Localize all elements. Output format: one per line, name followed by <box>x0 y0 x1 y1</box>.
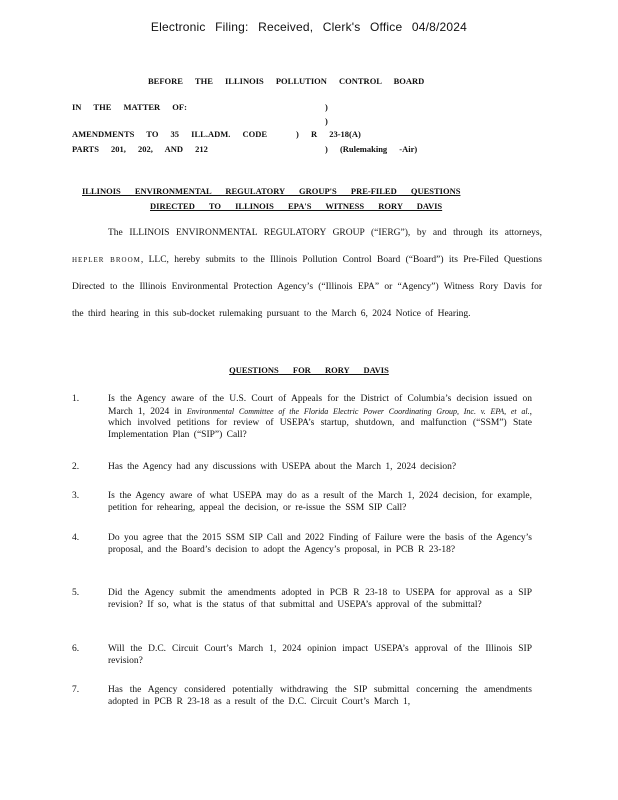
intro-paragraph <box>72 220 542 328</box>
case-citation: Environmental Committee of the Florida Electric Power Coordinating Group, Inc. v. EPA, et al. <box>186 406 530 416</box>
question-item <box>72 462 532 474</box>
question-number: 6. <box>72 644 80 654</box>
question-text: Do you agree that the 2015 SSM SIP Call and 2022 Finding of Failure were the basis of the Agency’s proposal, and the Board’s decision to adopt the Agency’s proposal, in PCB R 23-18? <box>108 533 532 555</box>
caption-paren: ) <box>325 116 328 126</box>
question-number: 7. <box>72 685 80 695</box>
firm-name: HEPLER BROOM <box>72 256 141 264</box>
rulemaking-type: ) (Rulemaking -Air) <box>325 144 418 154</box>
question-number: 5. <box>72 588 80 598</box>
question-number: 3. <box>72 491 80 501</box>
question-text: Did the Agency submit the amendments adopted in PCB R 23-18 to USEPA for approval as a SIP revision? If so, what is the status of that submittal and USEPA’s approval of the submittal? <box>108 588 532 610</box>
question-item <box>72 644 532 667</box>
filing-banner: Electronic Filing: Received, Clerk's Office 04/8/2024 <box>150 20 468 34</box>
caption-paren: ) <box>325 102 328 112</box>
question-number: 1. <box>72 394 80 404</box>
question-text: Has the Agency had any discussions with USEPA about the March 1, 2024 decision? <box>108 462 457 472</box>
question-number: 4. <box>72 533 80 543</box>
document-title-line1: ILLINOIS ENVIRONMENTAL REGULATORY GROUP'S PRE-FILED QUESTIONS <box>82 186 461 196</box>
parts-line: PARTS 201, 202, AND 212 <box>72 144 208 154</box>
document-title-line2: DIRECTED TO ILLINOIS EPA'S WITNESS RORY DAVIS <box>150 201 443 211</box>
intro-text-1: The ILLINOIS ENVIRONMENTAL REGULATORY GROUP (“IERG”), by and through its attorneys, <box>108 228 542 238</box>
question-item <box>72 685 532 708</box>
question-item <box>72 491 532 514</box>
question-text: Will the D.C. Circuit Court’s March 1, 2024 opinion impact USEPA’s approval of the Illinois SIP revision? <box>108 644 532 666</box>
question-text: Is the Agency aware of what USEPA may do as a result of the March 1, 2024 decision, for example, petition for rehearing, appeal the decision, or re-issue the SSM SIP Call? <box>108 491 532 513</box>
questions-heading: QUESTIONS FOR RORY DAVIS <box>229 365 389 375</box>
docket-number: ) R 23-18(A) <box>296 129 361 139</box>
matter-label: IN THE MATTER OF: <box>72 102 187 112</box>
question-number: 2. <box>72 462 80 472</box>
question-text: Has the Agency considered potentially withdrawing the SIP submittal concerning the amendments adopted in PCB R 23-18 as a result of the D.C. Circuit Court’s March 1, <box>108 685 532 707</box>
intro-text-2: , LLC, hereby submits to the Illinois Pollution Control Board (“Board”) its Pre-Filed Questions Directed to the Illinois Environmental Protection Agency’s (“Illinois EPA” or “Agency”) Witness Rory Davis for the third hearing in this sub-docket rulemaking pursuant to the March 6, 2024 Notice of Hearing. <box>72 255 542 319</box>
question-item <box>72 588 532 611</box>
board-heading: BEFORE THE ILLINOIS POLLUTION CONTROL BOARD <box>148 76 425 86</box>
amendments-line: AMENDMENTS TO 35 ILL.ADM. CODE <box>72 129 268 139</box>
question-item <box>72 533 532 556</box>
question-item: 1. Is the Agency aware of the U.S. Court of Appeals for the District of Columbia’s decision issued on March 1, 2024 in Environmental Committee of the Florida Electric Power Coordinating Group, Inc. v. EPA, et al., which involved petitions for review of USEPA’s startup, shutdown, and malfunction (“SSM”) State Implementation Plan (“SIP”) Call? <box>72 394 532 440</box>
